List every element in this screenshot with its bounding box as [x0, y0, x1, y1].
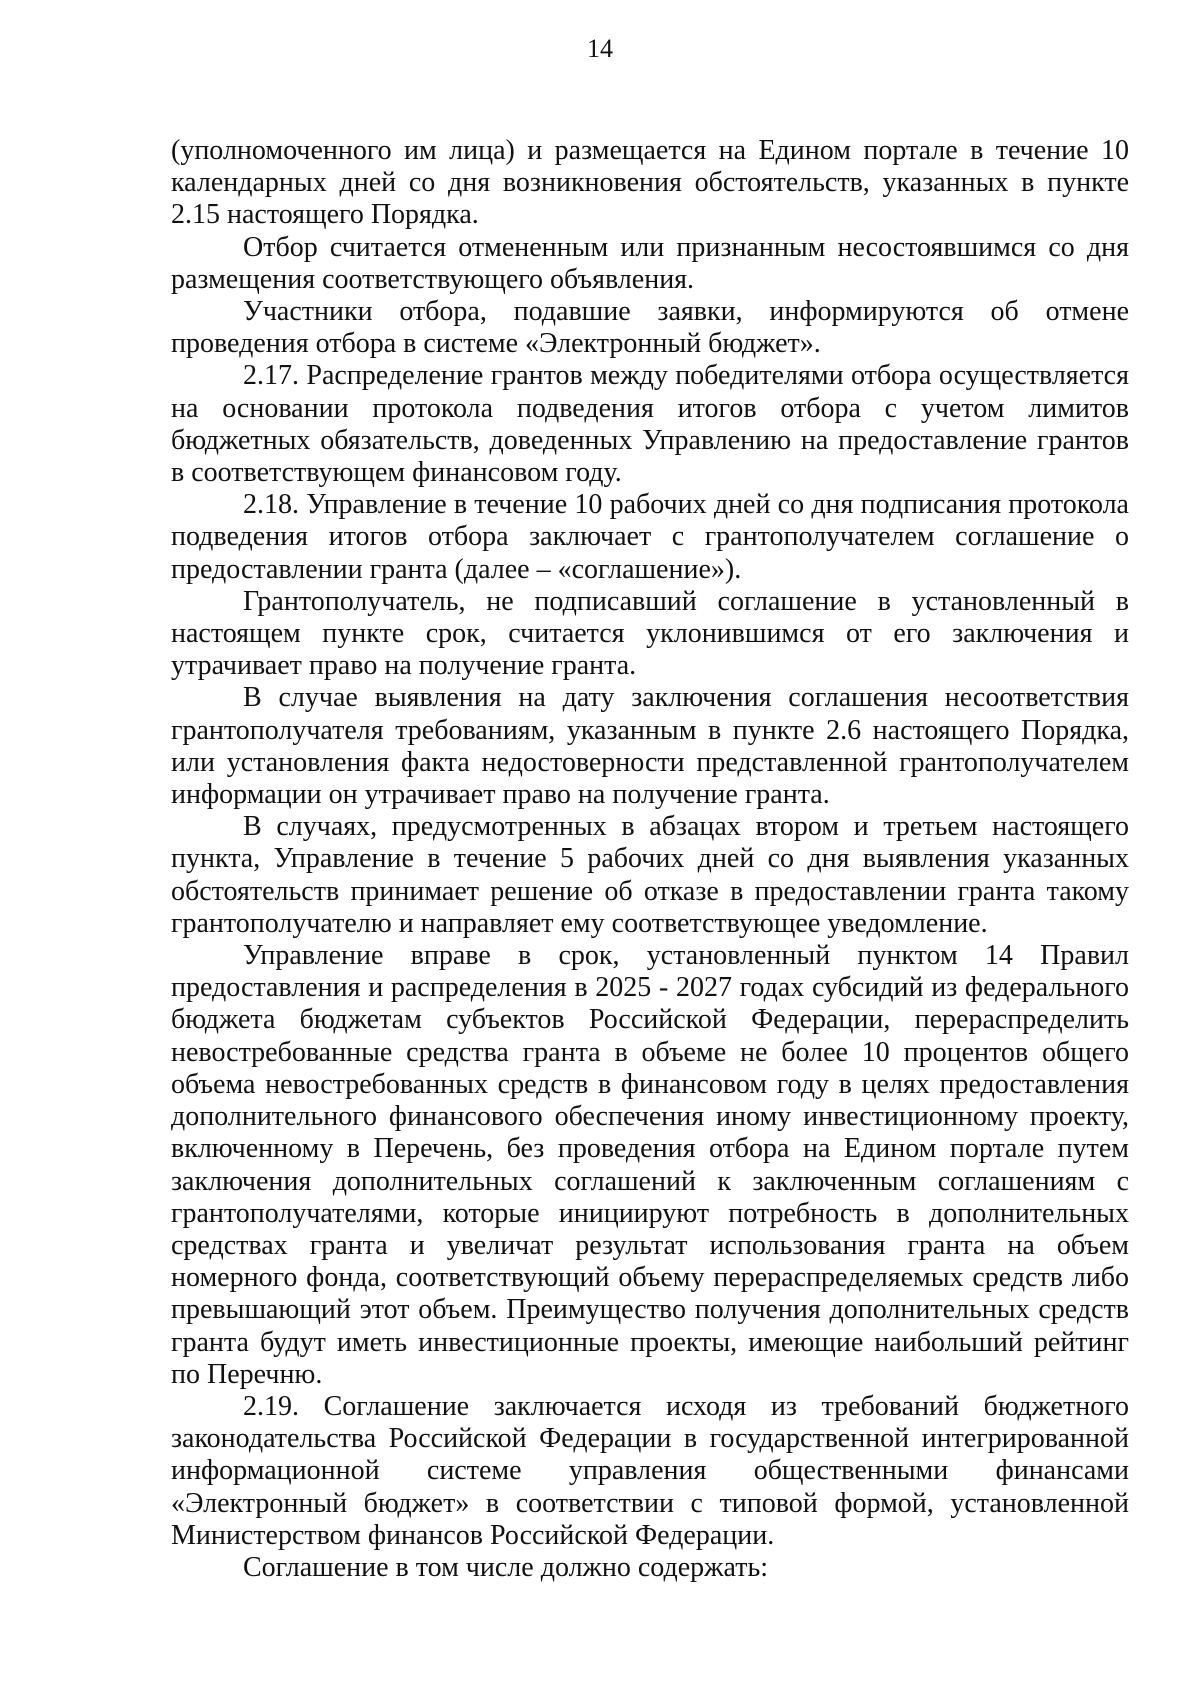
paragraph-refusal-decision: В случаях, предусмотренных в абзацах втором и третьем настоящего пункта, Управление в течение 5 рабочих дней со дня выявления указанных обстоятельств принимает решение об отказе в предоставлении гранта такому грантополучателю и направляет ему соответствующее уведомление.: [171, 811, 1129, 939]
page-number: 14: [587, 34, 613, 63]
paragraph-redistribution: Управление вправе в срок, установленный пунктом 14 Правил предоставления и распределения в 2025 - 2027 годах субсидий из федерального бюджета бюджетам субъектов Российской Федерации, перераспределить невостребованные средства гранта в объеме не более 10 процентов общего объема невостребованных средств в финансовом году в целях предоставления дополнительного финансового обеспечения иному инвестиционному проекту, включенному в Перечень, без проведения отбора на Едином портале путем заключения дополнительных соглашений к заключенным соглашениям с грантополучателями, которые инициируют потребность в дополнительных средствах гранта и увеличат результат использования гранта на объем номерного фонда, соответствующий объему перераспределяемых средств либо превышающий этот объем. Преимущество получения дополнительных средств гранта будут иметь инвестиционные проекты, имеющие наибольший рейтинг по Перечню.: [171, 940, 1129, 1390]
paragraph-participants-informed: Участники отбора, подавшие заявки, информируются об отмене проведения отбора в системе «Электронный бюджет».: [171, 296, 1129, 360]
paragraph-agreement-contents: Соглашение в том числе должно содержать:: [243, 1551, 768, 1583]
paragraph-2-19: 2.19. Соглашение заключается исходя из требований бюджетного законодательства Российской Федерации в государственной интегрированной информационной системе управления общественными финансами «Электронный бюджет» в соответствии с типовой формой, установленной Министерством финансов Российской Федерации.: [171, 1390, 1129, 1551]
paragraph-grantee-not-signed: Грантополучатель, не подписавший соглашение в установленный в настоящем пункте срок, считается уклонившимся от его заключения и утрачивает право на получение гранта.: [171, 585, 1129, 682]
paragraph-2-17: 2.17. Распределение грантов между победителями отбора осуществляется на основании протокола подведения итогов отбора с учетом лимитов бюджетных обязательств, доведенных Управлению на предоставление грантов в соответствующем финансовом году.: [171, 360, 1129, 489]
paragraph-nonconformity: В случае выявления на дату заключения соглашения несоответствия грантополучателя требованиям, указанным в пункте 2.6 настоящего Порядка, или установления факта недостоверности представленной грантополучателем информации он утрачивает право на получение гранта.: [171, 682, 1129, 811]
document-body: [171, 135, 1129, 1584]
paragraph-2-18: 2.18. Управление в течение 10 рабочих дней со дня подписания протокола подведения итогов отбора заключает с грантополучателем соглашение о предоставлении гранта (далее – «соглашение»).: [171, 489, 1129, 585]
paragraph-continuation: (уполномоченного им лица) и размещается на Едином портале в течение 10 календарных дней со дня возникновения обстоятельств, указанных в пункте 2.15 настоящего Порядка.: [171, 135, 1129, 231]
paragraph-selection-cancelled: Отбор считается отмененным или признанным несостоявшимся со дня размещения соответствующего объявления.: [171, 231, 1129, 295]
